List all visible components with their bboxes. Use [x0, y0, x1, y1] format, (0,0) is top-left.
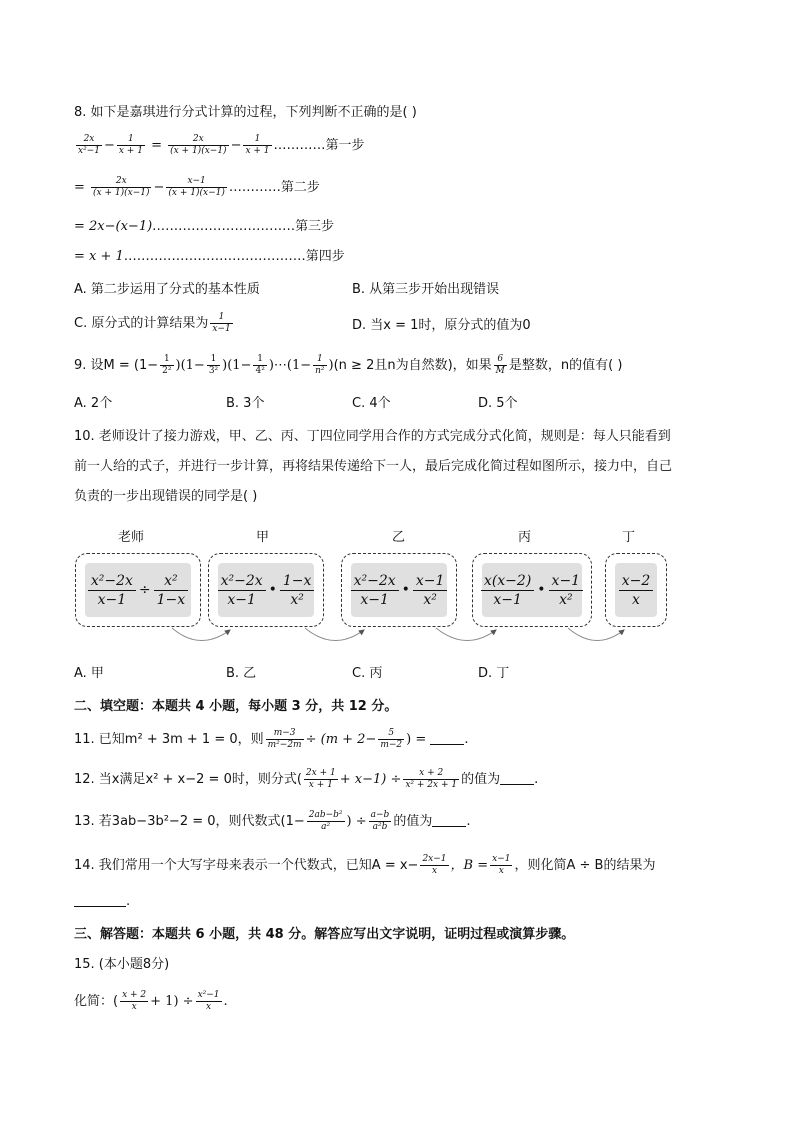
q10-stem-line1: 10. 老师设计了接力游戏，甲、乙、丙、丁四位同学用合作的方式完成分式化简，规则是：每人只能看到	[74, 429, 671, 444]
q15-expression: 化简：( $\frac{x + 2}{x}$ + 1) ÷ $\frac{\text{x²−1}}{x}$ .	[74, 990, 228, 1012]
q8-option-d[interactable]: D. 当x = 1时，原分式的值为0	[352, 318, 531, 333]
relay-box-yi: $\frac{\text{x²−2x}}{x-1}$ • $\frac{x-1}{\text{x²}}$	[341, 553, 457, 627]
q13-answer-blank[interactable]	[432, 814, 466, 827]
q15-title: 15. (本小题8分)	[74, 957, 170, 972]
q10-option-b[interactable]: B. 乙	[226, 666, 257, 681]
relay-box-bing: $\frac{x(x-2)}{x-1}$ • $\frac{x-1}{\text{x²}}$	[472, 553, 592, 627]
q8-option-a[interactable]: A. 第二步运用了分式的基本性质	[74, 282, 260, 297]
section-solution-heading: 三、解答题：本题共 6 小题，共 48 分。解答应写出文字说明，证明过程或演算步骤。	[74, 927, 575, 942]
q11: 11. 已知m² + 3m + 1 = 0，则 $\frac{m-3}{\text{m²−2m}}$ ÷ (m + 2− $\frac{5}{m-2}$ ) = .	[74, 728, 469, 750]
q9-option-a[interactable]: A. 2个	[74, 396, 113, 411]
q14-answer-blank[interactable]	[74, 894, 126, 907]
arrow-jia-to-yi	[305, 628, 364, 641]
relay-box-ding: $\frac{x-2}{x}$	[605, 553, 667, 627]
q8-stem: 8. 如下是嘉琪进行分式计算的过程，下列判断不正确的是( )	[74, 105, 417, 120]
q10-option-d[interactable]: D. 丁	[478, 666, 510, 681]
q8-step3: = 2x−(x−1)……………………………第三步	[74, 219, 335, 234]
q10-option-a[interactable]: A. 甲	[74, 666, 104, 681]
q12: 12. 当x满足x² + x−2 = 0时，则分式( $\frac{2x + 1}{x + 1}$ + x−1) ÷ $\frac{x + 2}{\text{x² + 2x + 1}}$ 的值为 .	[74, 768, 539, 790]
q13: 13. 若3ab−3b²−2 = 0，则代数式(1− $\frac{\text{2ab−b²}}{\text{a²}}$ ) ÷ $\frac{a-b}{\text{a²b}}$ 的值为 .	[74, 810, 471, 832]
q9-option-c[interactable]: C. 4个	[352, 396, 391, 411]
q8-option-c[interactable]: C. 原分式的计算结果为 $\frac{1}{x-1}$	[74, 312, 231, 334]
section-fill-in-heading: 二、填空题：本题共 4 小题，每小题 3 分，共 12 分。	[74, 699, 398, 714]
q8-step2: = $\frac{2x}{(x + 1)(x-1)}$ − $\frac{x-1}{(x + 1)(x-1)}$ …………第二步	[74, 176, 320, 198]
q8-step1: $\frac{2x}{\text{x²−1}}$ − $\frac{1}{x + 1}$ = $\frac{2x}{(x + 1)(x-1)}$ − $\frac{1}{x + 1}$ …………第一步	[78, 134, 365, 156]
relay-box-teacher: $\frac{\text{x²−2x}}{x-1}$ ÷ $\frac{\text{x²}}{1-x}$	[75, 553, 201, 627]
q10-option-c[interactable]: C. 丙	[352, 666, 383, 681]
q8-option-b[interactable]: B. 从第三步开始出现错误	[352, 282, 500, 297]
relay-box-jia: $\frac{\text{x²−2x}}{x-1}$ • $\frac{1-x}{\text{x²}}$	[208, 553, 324, 627]
q14-answer-line: .	[74, 894, 130, 908]
q9-stem: 9. 设M = (1− $\frac{1}{\text{2²}}$ )(1− $\frac{1}{\text{3²}}$ )(1− $\frac{1}{\text{4²}}$ )⋯(1− $\frac{1}{\text{n²}}$ )(n ≥ 2且n为自然数)，如果 $\frac{6}{M}$ 是整数，n的值有( )	[74, 354, 623, 376]
arrow-bing-to-ding	[568, 628, 624, 641]
label-teacher: 老师	[118, 530, 145, 545]
q12-answer-blank[interactable]	[500, 772, 534, 785]
q10-stem-line2: 前一人给的式子，并进行一步计算，再将结果传递给下一人，最后完成化简过程如图所示，接力中，自己	[74, 459, 673, 474]
q14: 14. 我们常用一个大写字母来表示一个代数式，已知A = x− $\frac{2x-1}{x}$ ，B = $\frac{x-1}{x}$ ，则化简A ÷ B的结果为	[74, 854, 656, 876]
arrow-yi-to-bing	[436, 628, 496, 641]
label-jia: 甲	[256, 530, 270, 545]
label-bing: 丙	[518, 530, 532, 545]
label-ding: 丁	[622, 530, 636, 545]
q10-stem-line3: 负责的一步出现错误的同学是( )	[74, 489, 258, 504]
q9-option-b[interactable]: B. 3个	[226, 396, 265, 411]
q9-option-d[interactable]: D. 5个	[478, 396, 518, 411]
arrow-teacher-to-jia	[172, 628, 230, 641]
q8-step4: = x + 1……………………………………第四步	[74, 249, 345, 264]
label-yi: 乙	[392, 530, 406, 545]
q11-answer-blank[interactable]	[430, 732, 464, 745]
